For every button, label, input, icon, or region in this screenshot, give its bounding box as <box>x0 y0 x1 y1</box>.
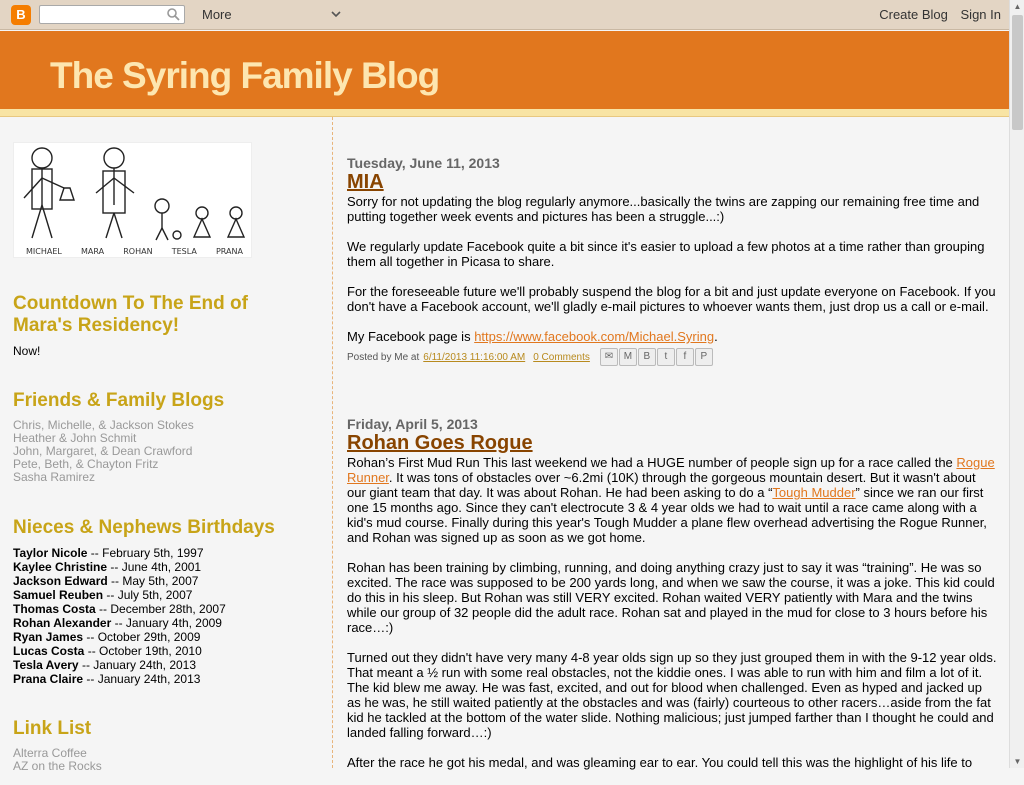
post-date: Friday, April 5, 2013 <box>347 416 478 432</box>
birthday-date: -- January 24th, 2013 <box>83 672 201 686</box>
birthday-date: -- December 28th, 2007 <box>95 602 226 616</box>
post-body <box>347 455 997 770</box>
link-list-item[interactable]: Alterra Coffee <box>13 746 87 760</box>
twitter-icon[interactable]: t <box>657 348 675 366</box>
post-text: My Facebook page is <box>347 329 475 344</box>
birthday-item <box>13 560 226 574</box>
rogue-runner-link[interactable]: Rogue Runner <box>347 455 995 485</box>
post-text: . <box>714 329 718 344</box>
birthday-name: Tesla Avery <box>13 658 79 672</box>
birthday-date: -- January 4th, 2009 <box>111 616 222 630</box>
post-body <box>347 194 997 344</box>
birthday-date: -- January 24th, 2013 <box>78 658 197 672</box>
family-labels <box>14 247 251 256</box>
post-title[interactable]: MIA <box>347 171 384 193</box>
link-list <box>13 747 102 773</box>
blogger-navbar <box>0 0 1009 30</box>
friend-blog-link[interactable]: Chris, Michelle, & Jackson Stokes <box>13 418 194 432</box>
link-list-item[interactable]: AZ on the Rocks <box>13 759 102 773</box>
family-label: ROHAN <box>123 247 153 256</box>
family-label: MARA <box>81 247 105 256</box>
birthday-item <box>13 588 226 602</box>
post-paragraph <box>347 329 997 344</box>
sidebar <box>0 117 333 773</box>
friends-list <box>13 419 194 484</box>
search-input[interactable] <box>39 5 185 24</box>
link-list-heading: Link List <box>13 718 92 739</box>
birthday-item <box>13 644 226 658</box>
post-footer <box>347 348 997 366</box>
birthday-name: Samuel Reuben <box>13 588 104 602</box>
birthday-item <box>13 574 226 588</box>
comments-link[interactable]: 0 Comments <box>533 351 590 363</box>
blog-header <box>0 31 1009 109</box>
friend-blog-link[interactable]: Sasha Ramirez <box>13 470 96 484</box>
birthday-name: Jackson Edward <box>13 574 108 588</box>
birthday-name: Kaylee Christine <box>13 560 108 574</box>
birthday-name: Thomas Costa <box>13 602 96 616</box>
post-title[interactable]: Rohan Goes Rogue <box>347 432 533 454</box>
birthday-item <box>13 602 226 616</box>
friend-blog-link[interactable]: Heather & John Schmit <box>13 431 137 445</box>
pinterest-icon[interactable]: P <box>695 348 713 366</box>
countdown-value: Now! <box>13 344 41 358</box>
birthday-name: Ryan James <box>13 630 84 644</box>
family-label: TESLA <box>171 247 197 256</box>
scrollbar[interactable] <box>1009 0 1024 768</box>
family-illustration <box>13 142 252 258</box>
post-paragraph: Rohan has been training by climbing, running, and doing anything crazy just to say it was “training”. He was so excited. The race was supposed to be 200 yards long, and when we saw the course, it was a joke. This kid could do this in his sleep. But Rohan was still VERY excited. Rohan waited VERY patiently with Mara and the twins while our group of 32 people did the adult race. Rohan sat and played in the mud for close to 3 hours before his race…:) <box>347 560 995 635</box>
blogthis-icon[interactable]: B <box>638 348 656 366</box>
birthday-item <box>13 546 226 560</box>
blogger-logo-icon[interactable]: B <box>11 5 31 25</box>
birthday-item <box>13 658 226 672</box>
posted-by: Posted by Me at <box>347 351 420 363</box>
email-this-icon[interactable]: M <box>619 348 637 366</box>
sign-in-link[interactable]: Sign In <box>960 7 1001 22</box>
birthday-date: -- October 19th, 2010 <box>84 644 202 658</box>
facebook-link[interactable]: https://www.facebook.com/Michael.Syring <box>474 329 715 344</box>
birthday-name: Prana Claire <box>13 672 84 686</box>
post-paragraph: Turned out they didn't have very many 4-8 year olds sign up so they just grouped them in with the 9-12 year olds. That meant a ½ run with some real obstacles, not the kiddie ones. I was able to run with him and film a lot of it. The kid blew me away. He was fast, excited, and out for blood when challenged. Even as hyped and jacked up as he was, he still waited patiently at the obstacles and was (fairly) courteous to other racers…aside from the fat kid he tackled at the bottom of the water slide. Nothing malicious; just jumped farther than I thought he could and landed falling forward…:) <box>347 650 997 740</box>
chevron-down-icon[interactable] <box>329 7 343 21</box>
birthday-item <box>13 672 226 686</box>
nav-right-links <box>870 7 1001 22</box>
scroll-up-icon[interactable]: ▲ <box>1013 2 1022 11</box>
facebook-icon[interactable]: f <box>676 348 694 366</box>
birthday-date: -- October 29th, 2009 <box>83 630 201 644</box>
post-text: . It was tons of obstacles over ~6.2mi (10K) through the gorgeous mountain desert. But it wasn't about our giant team that day. It was about Rohan. He had been asking to do a “ <box>347 470 976 500</box>
post-paragraph: For the foreseeable future we'll probably suspend the blog for a bit and just update everyone on Facebook. If you don't have a Facebook account, we'll gladly e-mail pictures to whoever wants them, just drop us a call or e-mail. <box>347 284 996 314</box>
family-figures-icon <box>14 143 251 243</box>
family-label: MICHAEL <box>26 247 62 256</box>
post-paragraph: Sorry for not updating the blog regularly anymore...basically the twins are zapping our remaining free time and putting together week events and pictures has been a struggle...:) <box>347 194 980 224</box>
birthday-item <box>13 630 226 644</box>
create-blog-link[interactable]: Create Blog <box>879 7 948 22</box>
birthday-date: -- May 5th, 2007 <box>107 574 199 588</box>
search-icon[interactable] <box>166 7 181 22</box>
birthday-date: -- June 4th, 2001 <box>107 560 202 574</box>
friends-heading: Friends & Family Blogs <box>13 390 225 411</box>
email-post-icon[interactable]: ✉ <box>600 348 618 366</box>
birthday-date: -- July 5th, 2007 <box>103 588 193 602</box>
header-stripe <box>0 109 1009 117</box>
blog-post <box>347 416 997 785</box>
share-buttons <box>600 348 714 366</box>
tough-mudder-link[interactable]: Tough Mudder <box>772 485 856 500</box>
post-text: ” since we ran our first one 15 months ago. Since they can't electrocute 3 & 4 year olds we had to wait until a race came along with a kid's mud course. Finally during this year's Tough Mudder a plane flew overhead advertising the Rogue Runner, and Rohan was signed up as soon as we got home. <box>347 485 987 545</box>
post-paragraph: We regularly update Facebook quite a bit since it's easier to upload a few photos at a time rather than grouping them all together in Picasa to share. <box>347 239 985 269</box>
blog-title[interactable]: The Syring Family Blog <box>50 55 440 96</box>
post-timestamp-link[interactable]: 6/11/2013 11:16:00 AM <box>423 351 526 363</box>
birthday-name: Rohan Alexander <box>13 616 112 630</box>
birthday-item <box>13 616 226 630</box>
friend-blog-link[interactable]: Pete, Beth, & Chayton Fritz <box>13 457 159 471</box>
friend-blog-link[interactable]: John, Margaret, & Dean Crawford <box>13 444 193 458</box>
post-text: Rohan’s First Mud Run This last weekend we had a HUGE number of people sign up for a race called the <box>347 455 957 470</box>
birthdays-heading: Nieces & Nephews Birthdays <box>13 517 275 538</box>
blog-post <box>347 155 997 366</box>
birthday-date: -- February 5th, 1997 <box>87 546 204 560</box>
family-label: PRANA <box>215 247 243 256</box>
post-paragraph: After the race he got his medal, and was gleaming ear to ear. You could tell this was the highlight of his life to <box>347 755 973 770</box>
scroll-thumb[interactable] <box>1012 15 1023 130</box>
birthdays-list <box>13 546 226 686</box>
post-date: Tuesday, June 11, 2013 <box>347 155 500 171</box>
scroll-down-icon[interactable]: ▼ <box>1013 757 1022 766</box>
birthday-name: Lucas Costa <box>13 644 85 658</box>
post-paragraph <box>347 455 997 545</box>
countdown-heading: Countdown To The End of Mara's Residency! <box>13 293 248 336</box>
birthday-name: Taylor Nicole <box>13 546 88 560</box>
more-menu[interactable]: More <box>202 7 232 22</box>
